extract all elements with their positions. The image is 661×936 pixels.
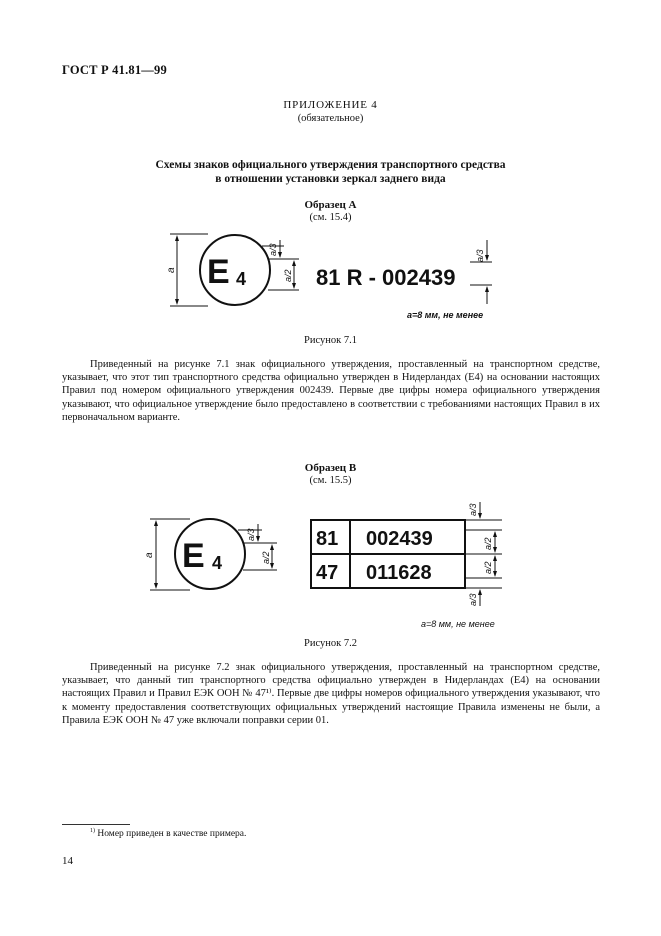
mark-number-b: 4 (212, 553, 223, 573)
figure-caption-7-1: Рисунок 7.1 (304, 335, 357, 346)
dim-label-a3-right: a/3 (475, 249, 485, 262)
size-note-b: a=8 мм, не менее (421, 619, 495, 629)
section-title-line1: Схемы знаков официального утверждения транспортного средства (155, 159, 506, 171)
sample-b-ref: (см. 15.5) (309, 475, 352, 486)
dim-label-b-right-a2-top: a/2 (483, 537, 493, 550)
sample-b-label: Образец В (304, 462, 357, 474)
dim-label-b-a3: a/3 (246, 528, 256, 541)
dim-label-b-right-a2-bottom: a/2 (483, 561, 493, 574)
footnote-marker: 1) (90, 828, 95, 834)
dim-label-b-right-a3-bottom: a/3 (468, 593, 478, 606)
size-note-a: a=8 мм, не менее (407, 310, 484, 320)
dim-label-a3: a/3 (268, 243, 278, 256)
paragraph-7-2: Приведенный на рисунке 7.2 знак официального утверждения, проставленный на транспортном средстве, указывает, что данный тип транспортного средства официально утвержден в Нидерландах (E4) на основании настоящих Правил и Правил ЕЭК ООН № 47¹⁾. Первые две цифры номеров официального утверждения указывают, что к моменту предоставления соответствующих официальных утверждений настоящие Правила изменены не были, а Правила ЕЭК ООН № 47 уже включали поправки серии 01. (62, 662, 600, 726)
table-row-2-reg: 47 (316, 562, 339, 584)
table-row-1-number: 002439 (366, 528, 433, 550)
table-row-1-reg: 81 (316, 528, 339, 550)
sample-a-label: Образец А (304, 199, 357, 211)
dim-label-b-a2: a/2 (261, 551, 271, 564)
dim-label-b-right-a3-top: a/3 (468, 503, 478, 516)
mark-letter-a: E (207, 253, 230, 291)
dim-label-b-a: a (144, 552, 155, 558)
mark-number-a: 4 (236, 269, 247, 289)
document-header: ГОСТ Р 41.81—99 (62, 63, 167, 77)
figure-caption-7-2: Рисунок 7.2 (304, 638, 357, 649)
paragraph-7-1: Приведенный на рисунке 7.1 знак официального утверждения, проставленный на транспортном средстве, указывает, что этот тип транспортного средства официально утвержден в Нидерландах (E4) на основании настоящих Правил под номером официального утверждения 002439. Первые две цифры номера официального утверждения указывают, что официальное утверждение было предоставлено в соответствии с требованиями настоящих Правил в их первоначальном варианте. (62, 359, 600, 423)
approval-text-a: 81 R - 002439 (316, 265, 456, 290)
mark-letter-b: E (182, 537, 205, 575)
sample-a-ref: (см. 15.4) (309, 212, 352, 223)
page-number: 14 (62, 855, 73, 867)
appendix-label: ПРИЛОЖЕНИЕ 4 (283, 99, 378, 111)
footnote-text: Номер приведен в качестве примера. (97, 829, 247, 840)
appendix-status: (обязательное) (297, 113, 364, 124)
dim-label-a2: a/2 (283, 269, 293, 282)
dim-label-a: a (166, 267, 177, 273)
footnote (90, 828, 246, 839)
table-row-2-number: 011628 (366, 562, 432, 584)
footnote-divider (62, 824, 130, 825)
section-title-line2: в отношении установки зеркал заднего вида (215, 173, 446, 185)
